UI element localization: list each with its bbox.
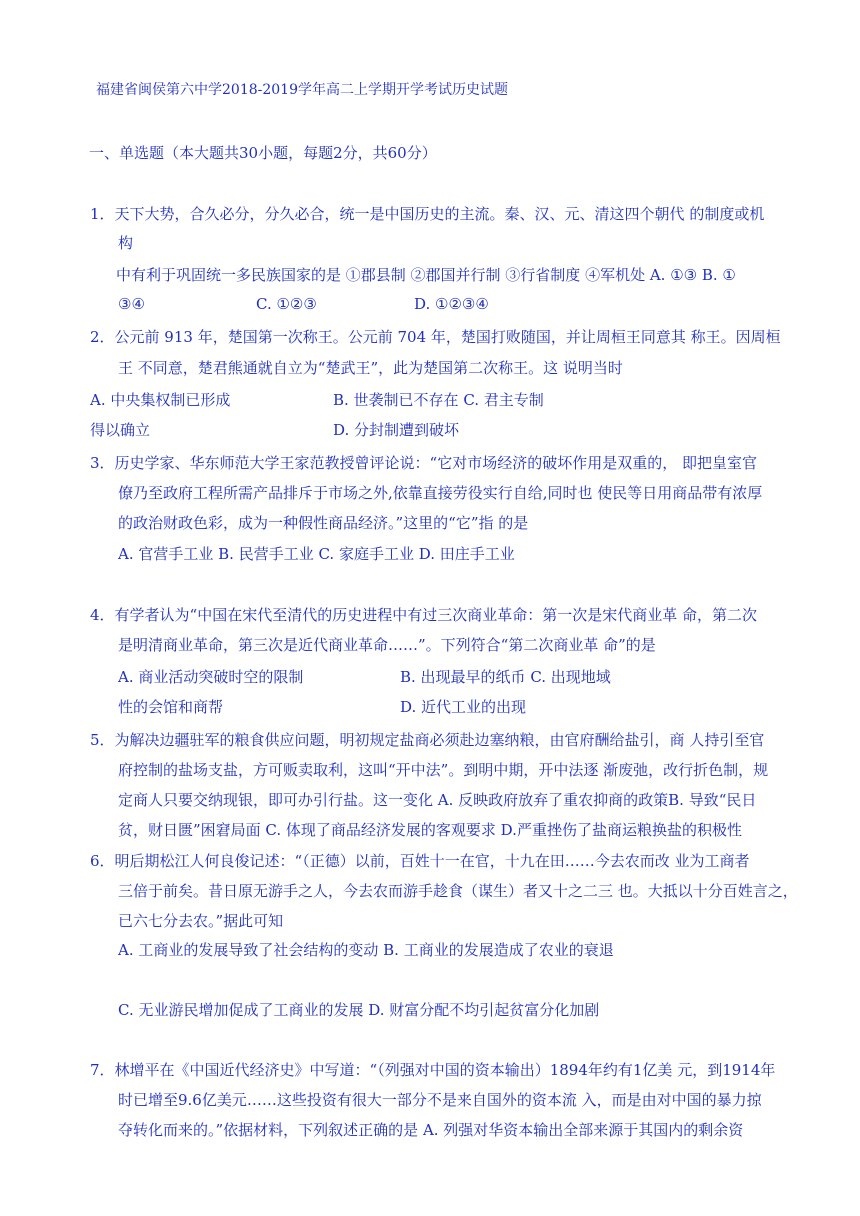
q6-line-2: 三倍于前矣。昔日原无游手之人，今去农而游手趁食（谋生）者又十之二三 也。大抵以十分百姓言之， [118, 882, 798, 900]
q2-option-a: A. 中央集权制已形成 [90, 391, 231, 409]
q2-option-c-cont: 得以确立 [90, 421, 151, 439]
q1-option-d: D. ①②③④ [414, 295, 489, 313]
q2-option-bc: B. 世袭制已不存在 C. 君主专制 [333, 391, 544, 409]
document-title: 福建省闽侯第六中学2018-2019学年高二上学期开学考试历史试题 [96, 82, 508, 98]
q4-option-a: A. 商业活动突破时空的限制 [118, 668, 304, 686]
q6-line-1: 6．明后期松江人何良俊记述：“（正德）以前，百姓十一在官，十九在田……今去农而改 业为工商者 [90, 852, 750, 870]
q4-line-2: 是明清商业革命，第三次是近代商业革命……”。下列符合“第二次商业革 命”的是 [118, 636, 656, 654]
q3-options: A. 官营手工业 B. 民营手工业 C. 家庭手工业 D. 田庄手工业 [118, 545, 515, 563]
q1-option-b-cont: ③④ [118, 295, 145, 313]
q2-option-d: D. 分封制遭到破坏 [333, 421, 460, 439]
q6-options-ab: A. 工商业的发展导致了社会结构的变动 B. 工商业的发展造成了农业的衰退 [118, 941, 614, 959]
q4-option-bc: B. 出现最早的纸币 C. 出现地域 [400, 668, 611, 686]
q3-line-2: 僚乃至政府工程所需产品排斥于市场之外,依靠直接劳役实行自给,同时也 使民等日用商品带有浓厚 [118, 484, 763, 502]
section-heading: 一、单选题（本大题共30小题，每题2分，共60分） [89, 144, 437, 162]
q2-line-2: 王 不同意，楚君熊通就自立为“楚武王”，此为楚国第二次称王。这 说明当时 [118, 359, 623, 377]
q7-line-1: 7．林增平在《中国近代经济史》中写道：“（列强对中国的资本输出）1894年约有1亿美 元，到1914年 [90, 1061, 776, 1079]
q1-option-c: C. ①②③ [256, 295, 317, 313]
q1-line-1: 1．天下大势，合久必分，分久必合，统一是中国历史的主流。秦、汉、元、清这四个朝代 的制度或机 [90, 205, 765, 223]
q3-line-3: 的政治财政色彩，成为一种假性商品经济。”这里的“它”指 的是 [118, 514, 529, 532]
q5-line-3: 定商人只要交纳现银，即可办引行盐。这一变化 A. 反映政府放弃了重农抑商的政策B. 导致“民日 [118, 791, 757, 809]
q7-line-3: 夺转化而来的。”依据材料，下列叙述正确的是 A. 列强对华资本输出全部来源于其国内的剩余资 [118, 1121, 744, 1139]
q6-options-cd: C. 无业游民增加促成了工商业的发展 D. 财富分配不均引起贫富分化加剧 [118, 1001, 600, 1019]
q5-line-2: 府控制的盐场支盐，方可贩卖取利，这叫“开中法”。到明中期，开中法逐 渐废弛，改行折色制，规 [118, 761, 769, 779]
q5-line-4: 贫，财日匮”困窘局面 C. 体现了商品经济发展的客观要求 D.严重挫伤了盐商运粮换盐的积极性 [118, 821, 742, 839]
q5-line-1: 5．为解决边疆驻军的粮食供应问题，明初规定盐商必须赴边塞纳粮，由官府酬给盐引，商 人持引至官 [90, 731, 765, 749]
q1-line-3: 中有利于巩固统一多民族国家的是 ①郡县制 ②郡国并行制 ③行省制度 ④军机处 A. ①③ B. ① [116, 266, 736, 284]
q3-line-1: 3．历史学家、华东师范大学王家范教授曾评论说：“它对市场经济的破坏作用是双重的， 即把皇室官 [90, 454, 757, 472]
q7-line-2: 时已增至9.6亿美元……这些投资有很大一部分不是来自国外的资本流 入，而是由对中国的暴力掠 [118, 1091, 762, 1109]
q1-line-2: 构 [118, 234, 134, 252]
q6-line-3: 已六七分去农。”据此可知 [118, 912, 284, 930]
q2-line-1: 2．公元前 913 年，楚国第一次称王。公元前 704 年，楚国打败随国，并让周桓王同意其 称王。因周桓 [90, 328, 781, 346]
q4-option-c-cont: 性的会馆和商帮 [118, 698, 224, 716]
q4-line-1: 4．有学者认为“中国在宋代至清代的历史进程中有过三次商业革命：第一次是宋代商业革 命，第二次 [90, 606, 757, 624]
q4-option-d: D. 近代工业的出现 [400, 698, 527, 716]
